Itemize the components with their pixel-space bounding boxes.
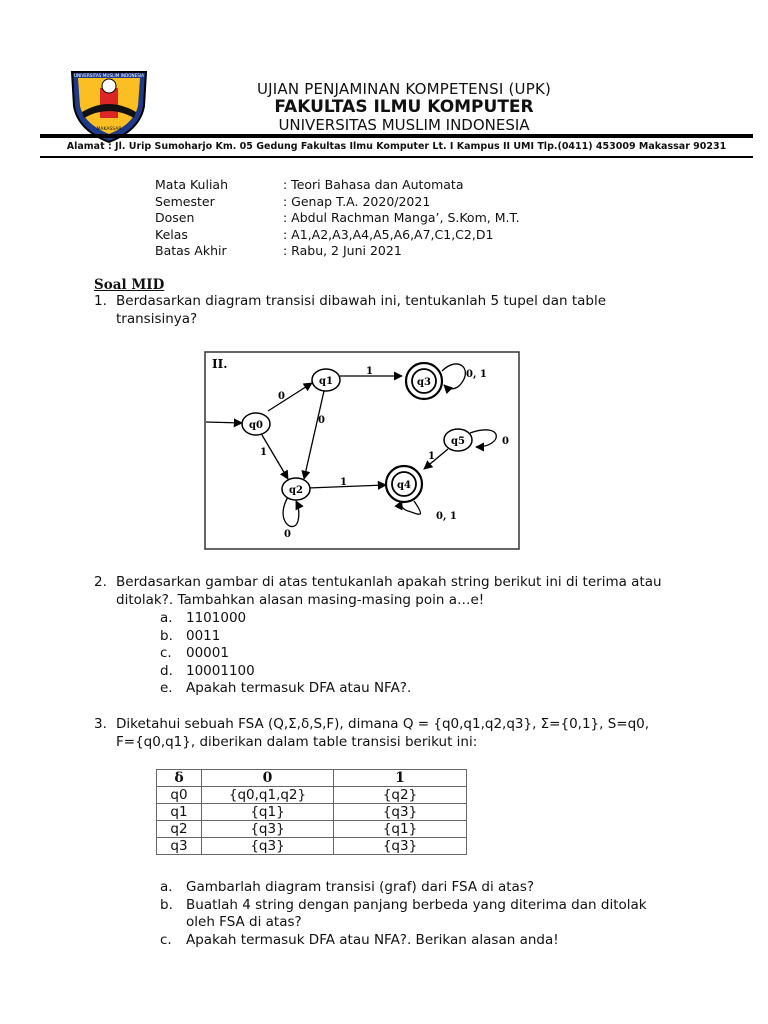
table-row: q0 {q0,q1,q2} {q2} xyxy=(157,787,467,804)
info-label: Kelas xyxy=(155,226,188,242)
start-arrow xyxy=(206,422,242,423)
exam-title: UJIAN PENJAMINAN KOMPETENSI (UPK) xyxy=(256,80,552,98)
edge-label: 0, 1 xyxy=(466,369,487,380)
diagram-label: II. xyxy=(212,357,228,371)
state-q1 xyxy=(312,369,340,391)
info-label: Mata Kuliah xyxy=(155,177,229,192)
state-q3-final xyxy=(406,363,442,399)
svg-text:q3: q3 xyxy=(417,377,431,388)
info-label: Dosen xyxy=(155,210,195,225)
table-row: q2 {q3} {q1} xyxy=(157,821,467,838)
info-label: Semester xyxy=(155,193,215,209)
list-item: e. Apakah termasuk DFA atau NFA?. xyxy=(160,680,412,696)
question-text: Berdasarkan gambar di atas tentukanlah apakah string berikut ini di terima atau xyxy=(116,574,662,590)
question-number: 1. xyxy=(94,293,107,309)
svg-text:q2: q2 xyxy=(289,485,303,496)
question-number: 3. xyxy=(94,716,107,732)
list-item: c. 00001 xyxy=(160,645,229,661)
info-row xyxy=(155,243,520,260)
list-item: b. 0011 xyxy=(160,627,221,644)
list-item: b. Buatlah 4 string dengan panjang berbeda yang diterima dan ditolak xyxy=(160,896,647,913)
list-item: d. 10001100 xyxy=(160,662,255,679)
edge-label: 1 xyxy=(428,451,435,462)
state-q0 xyxy=(242,413,270,435)
edge-q1-q2 xyxy=(304,391,324,479)
state-q2 xyxy=(282,478,310,500)
diagram-frame xyxy=(205,352,519,549)
info-label: Batas Akhir xyxy=(155,243,227,258)
state-q4-final xyxy=(386,466,422,502)
svg-text:q0: q0 xyxy=(249,420,263,431)
info-row xyxy=(155,177,520,194)
question-2 xyxy=(94,574,662,609)
info-value: : A1,A2,A3,A4,A5,A6,A7,C1,C2,D1 xyxy=(283,226,494,242)
question-text: Diketahui sebuah FSA (Q,Σ,δ,S,F), dimana Q = {q0,q1,q2,q3}, Σ={0,1}, S=q0, xyxy=(116,716,650,732)
info-row xyxy=(155,210,520,227)
table-header: 0 xyxy=(202,770,334,787)
edge-label: 0 xyxy=(502,436,509,447)
edge-q2-self xyxy=(283,497,299,527)
edge-label: 1 xyxy=(340,477,347,488)
edge-q2-q4 xyxy=(308,485,386,488)
info-value: : Genap T.A. 2020/2021 xyxy=(283,193,431,209)
edge-label: 1 xyxy=(366,366,373,377)
svg-text:q4: q4 xyxy=(397,480,411,491)
info-value: : Teori Bahasa dan Automata xyxy=(283,177,464,192)
table-header: δ xyxy=(157,770,202,787)
question-1 xyxy=(94,293,606,328)
question-3 xyxy=(94,716,649,751)
table-header: 1 xyxy=(334,770,467,787)
question-2-options xyxy=(160,610,411,698)
list-item: c. Apakah termasuk DFA atau NFA?. Berikan alasan anda! xyxy=(160,931,559,948)
svg-text:q1: q1 xyxy=(319,376,333,387)
header-rule-thick xyxy=(40,134,753,138)
edge-label: 0 xyxy=(284,529,291,540)
edge-label: 0 xyxy=(278,391,285,402)
info-row xyxy=(155,227,520,244)
edge-label: 0 xyxy=(318,415,325,426)
svg-text:MAKASSAR: MAKASSAR xyxy=(96,127,122,132)
svg-text:UNIVERSITAS MUSLIM INDONESIA: UNIVERSITAS MUSLIM INDONESIA xyxy=(73,73,145,78)
address-line: Alamat : Jl. Urip Sumoharjo Km. 05 Gedung Fakultas Ilmu Komputer Lt. I Kampus II UMI Tlp.(0411) 453009 Makassar 90231 xyxy=(66,141,727,152)
question-text: Berdasarkan diagram transisi dibawah ini, tentukanlah 5 tupel dan table xyxy=(116,293,607,309)
question-text-cont: transisinya? xyxy=(116,310,198,327)
table-row: q1 {q1} {q3} xyxy=(157,804,467,821)
faculty-title: FAKULTAS ILMU KOMPUTER xyxy=(274,97,534,117)
question-3-options xyxy=(160,879,647,949)
list-item: oleh FSA di atas? xyxy=(186,914,302,930)
transition-diagram xyxy=(204,351,520,550)
state-q5 xyxy=(444,429,472,451)
info-value: : Rabu, 2 Juni 2021 xyxy=(283,243,402,258)
table-header-row xyxy=(157,770,467,787)
table-row: q3 {q3} {q3} xyxy=(157,838,467,855)
svg-text:q5: q5 xyxy=(451,436,465,447)
question-text-cont: F={q0,q1}, diberikan dalam table transisi berikut ini: xyxy=(116,733,478,750)
info-row xyxy=(155,194,520,211)
question-number: 2. xyxy=(94,574,107,590)
question-text-cont: ditolak?. Tambahkan alasan masing-masing poin a…e! xyxy=(116,591,485,608)
edge-label: 0, 1 xyxy=(436,511,457,522)
university-title: UNIVERSITAS MUSLIM INDONESIA xyxy=(278,116,530,134)
header-rule-thin xyxy=(40,156,753,158)
transition-table xyxy=(156,769,467,855)
list-item: a. Gambarlah diagram transisi (graf) dari FSA di atas? xyxy=(160,879,535,895)
edge-q5-self xyxy=(470,430,496,447)
list-item: a. 1101000 xyxy=(160,610,247,626)
section-title: Soal MID xyxy=(94,277,165,293)
edge-q3-self xyxy=(442,364,465,389)
edge-label: 1 xyxy=(260,447,267,458)
edge-q0-q1 xyxy=(268,383,312,411)
course-info xyxy=(155,177,520,260)
info-value: : Abdul Rachman Manga’, S.Kom, M.T. xyxy=(283,210,520,225)
